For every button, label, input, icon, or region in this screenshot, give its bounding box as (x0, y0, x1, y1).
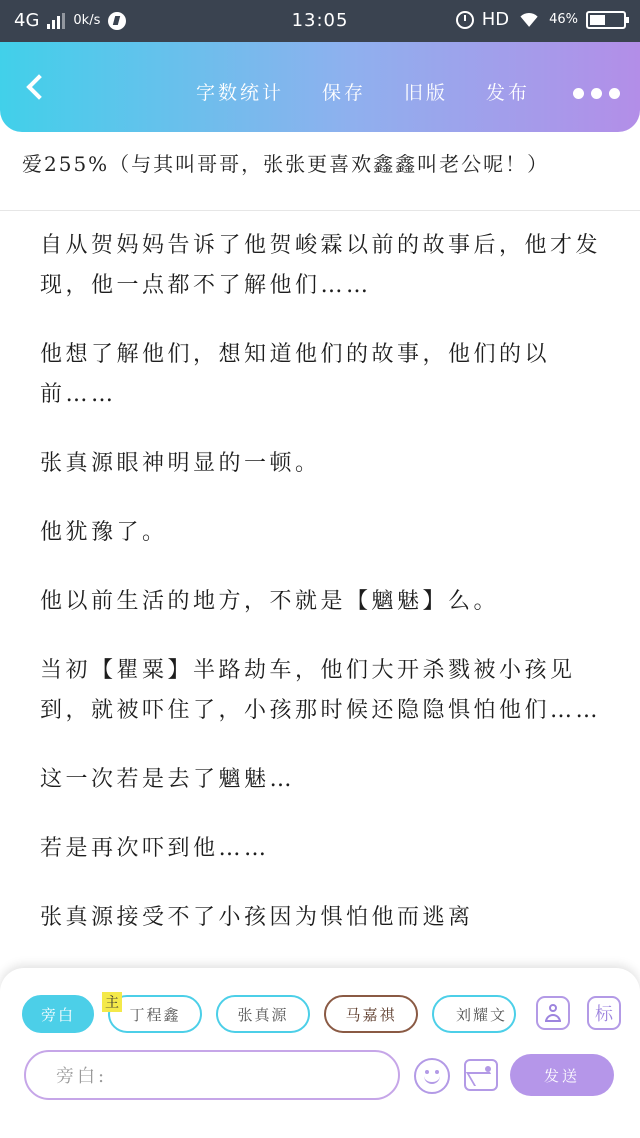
character-chip[interactable]: 张真源 (216, 995, 310, 1033)
message-input[interactable]: 旁白: (24, 1050, 400, 1100)
composer-panel (0, 968, 640, 1138)
battery-percent: 46% (549, 12, 578, 27)
story-content[interactable] (40, 226, 610, 966)
network-speed: 0k/s (73, 13, 101, 28)
aside-role-button[interactable]: 旁白 (22, 995, 94, 1033)
chapter-title[interactable]: 爱255%（与其叫哥哥，张张更喜欢鑫鑫叫老公呢！） (22, 152, 550, 176)
hd-indicator: HD (481, 9, 510, 30)
character-chip[interactable]: 丁程鑫 (108, 995, 202, 1033)
story-paragraph: 若是再次吓到他…… (40, 836, 270, 861)
battery-fill (590, 15, 605, 25)
character-chip[interactable]: 马嘉祺 (324, 995, 418, 1033)
story-paragraph: 当初【瞿粟】半路劫车，他们大开杀戮被小孩见到，就被吓住了，小孩那时候还隐隐惧怕他们…… (40, 658, 602, 723)
story-paragraph: 他以前生活的地方，不就是【魑魅】么。 (40, 589, 500, 614)
story-paragraph: 他想了解他们，想知道他们的故事，他们的以前…… (40, 342, 551, 407)
alarm-icon (456, 11, 474, 29)
send-button[interactable]: 发送 (510, 1054, 614, 1096)
old-version-button[interactable]: 旧版 (403, 82, 448, 104)
header-actions (196, 78, 530, 105)
battery-icon (586, 11, 626, 29)
divider (0, 210, 640, 211)
story-paragraph: 张真源眼神明显的一顿。 (40, 451, 321, 476)
status-bar (0, 0, 640, 42)
story-paragraph: 自从贺妈妈告诉了他贺峻霖以前的故事后，他才发现，他一点都不了解他们…… (40, 233, 602, 298)
story-paragraph: 他犹豫了。 (40, 520, 168, 545)
chevron-left-icon[interactable] (20, 72, 50, 102)
main-character-badge: 主 (102, 992, 122, 1012)
word-count-button[interactable]: 字数统计 (195, 82, 284, 104)
image-icon[interactable] (464, 1059, 498, 1091)
wifi-icon (517, 11, 541, 29)
editor-header (0, 42, 640, 132)
mark-button[interactable]: 标 (587, 996, 621, 1030)
emoji-icon[interactable] (414, 1058, 450, 1094)
more-dots-icon[interactable] (573, 88, 620, 99)
story-paragraph: 这一次若是去了魑魅… (40, 767, 296, 792)
clock: 13:05 (291, 10, 349, 31)
save-button[interactable]: 保存 (321, 82, 366, 104)
character-chip[interactable]: 刘耀文 (432, 995, 516, 1033)
person-icon[interactable] (536, 996, 570, 1030)
network-type: 4G (14, 10, 40, 31)
publish-button[interactable]: 发布 (485, 82, 530, 104)
story-paragraph: 张真源接受不了小孩因为惧怕他而逃离 (40, 905, 474, 930)
